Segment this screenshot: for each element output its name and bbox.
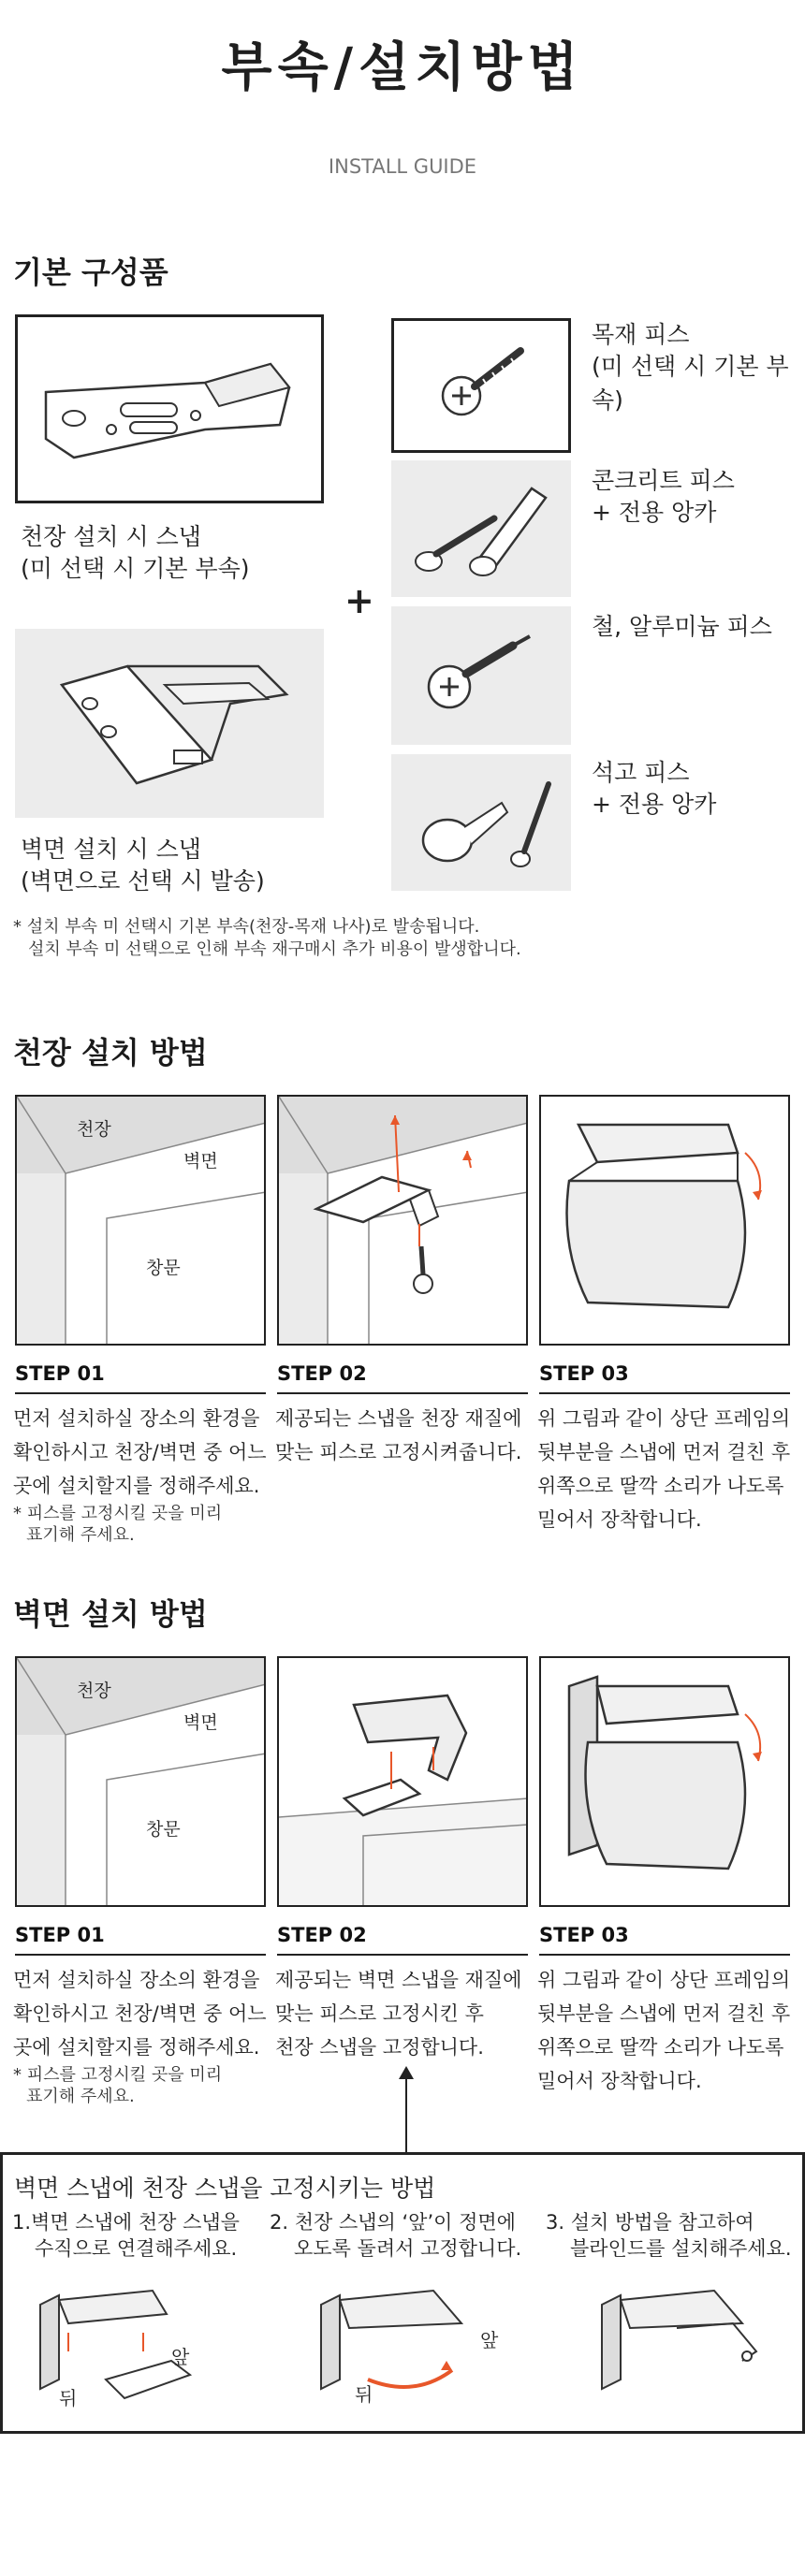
screw-3-label: 철, 알루미늄 피스 [592, 613, 772, 640]
wall-step3-panel [539, 1656, 790, 1907]
page-subtitle: INSTALL GUIDE [328, 155, 477, 178]
ceiling-label: 천장 [77, 1119, 111, 1140]
wall-step1-label: STEP 01 [15, 1924, 105, 1946]
front-label-1: 앞 [171, 2346, 190, 2368]
ceiling-step3-panel [539, 1095, 790, 1346]
fix-illustration-2 [312, 2277, 499, 2417]
screw-4-sublabel: + 전용 앙카 [592, 791, 717, 818]
screw-4-label: 석고 피스 [592, 759, 690, 786]
wall-step2-label: STEP 02 [277, 1924, 367, 1946]
wall-step2-desc: 제공되는 벽면 스냅을 재질에 맞는 피스로 고정시킨 후 천장 스냅을 고정합니다. [275, 1969, 522, 2059]
ceiling-install-heading: 천장 설치 방법 [13, 1035, 208, 1070]
fix-item-3: 3. 설치 방법을 참고하여 블라인드를 설치해주세요. [546, 2211, 792, 2260]
back-label-2: 뒤 [355, 2383, 373, 2406]
wall-snap-sublabel: (벽면으로 선택 시 발송) [21, 867, 265, 895]
wall-step2-panel [277, 1656, 528, 1907]
ceiling-step2-label: STEP 02 [277, 1362, 367, 1385]
wall-install-heading: 벽면 설치 방법 [13, 1596, 208, 1632]
gypsum-screw-image [391, 754, 571, 891]
wall-step3-label: STEP 03 [539, 1924, 629, 1946]
screw-1-sublabel: (미 선택 시 기본 부속) [592, 353, 789, 414]
fix-method-box [0, 2152, 805, 2434]
wall-step3-desc: 위 그림과 같이 상단 프레임의 뒷부분을 스냅에 먼저 걸친 후 위쪽으로 딸깍 소리가 나도록 밀어서 장착합니다. [537, 1969, 791, 2092]
ceiling-label: 천장 [77, 1681, 111, 1701]
fix-item-1: 1.벽면 스냅에 천장 스냅을 수직으로 연결해주세요. [12, 2211, 240, 2260]
ceiling-step1-panel [15, 1095, 266, 1346]
screw-2-sublabel: + 전용 앙카 [592, 499, 717, 526]
concrete-screw-image [391, 460, 571, 597]
ceiling-step2-desc: 제공되는 스냅을 천장 재질에 맞는 피스로 고정시켜줍니다. [275, 1407, 522, 1463]
fix-illustration-3 [593, 2277, 780, 2417]
metal-screw-image [391, 606, 571, 745]
wall-step2-rule [277, 1954, 528, 1956]
fix-method-title: 벽면 스냅에 천장 스냅을 고정시키는 방법 [14, 2175, 436, 2202]
ceiling-step2-rule [277, 1392, 528, 1394]
wall-step3-rule [539, 1954, 790, 1956]
up-arrow-icon [397, 2066, 416, 2154]
plus-sign: + [344, 580, 374, 621]
back-label-1: 뒤 [59, 2387, 78, 2409]
components-note-2: 설치 부속 미 선택으로 인해 부속 재구매시 추가 비용이 발생합니다. [28, 939, 521, 959]
window-label: 창문 [146, 1819, 181, 1840]
components-note-1: * 설치 부속 미 선택시 기본 부속(천장-목재 나사)로 발송됩니다. [13, 917, 480, 937]
wall-snap-label: 벽면 설치 시 스냅 [21, 836, 201, 863]
fix-item-2: 2. 천장 스냅의 ‘앞’이 정면에 오도록 돌려서 고정합니다. [270, 2211, 522, 2260]
wood-screw-image [391, 318, 571, 453]
wall-step1-desc: 먼저 설치하실 장소의 환경을 확인하시고 천장/벽면 중 어느 곳에 설치할지를 정해주세요. * 피스를 고정시킬 곳을 미리 표기해 주세요. [13, 1969, 267, 2106]
components-heading: 기본 구성품 [13, 255, 168, 290]
ceiling-step3-rule [539, 1392, 790, 1394]
screw-1-label: 목재 피스 [592, 321, 690, 348]
ceiling-step1-desc: 먼저 설치하실 장소의 환경을 확인하시고 천장/벽면 중 어느 곳에 설치할지를 정해주세요. * 피스를 고정시킬 곳을 미리 표기해 주세요. [13, 1407, 267, 1545]
page-title: 부속/설치방법 [221, 37, 584, 98]
ceiling-step3-label: STEP 03 [539, 1362, 629, 1385]
wall-step1-rule [15, 1954, 266, 1956]
wall-label: 벽면 [183, 1151, 218, 1172]
ceiling-step3-desc: 위 그림과 같이 상단 프레임의 뒷부분을 스냅에 먼저 걸친 후 위쪽으로 딸깍 소리가 나도록 밀어서 장착합니다. [537, 1407, 791, 1531]
wall-snap-image [15, 629, 324, 818]
ceiling-snap-sublabel: (미 선택 시 기본 부속) [21, 555, 250, 582]
wall-label: 벽면 [183, 1712, 218, 1733]
front-label-2: 앞 [480, 2329, 499, 2351]
ceiling-snap-label: 천장 설치 시 스냅 [21, 523, 201, 550]
window-label: 창문 [146, 1258, 181, 1278]
ceiling-snap-image [15, 314, 324, 503]
ceiling-step1-label: STEP 01 [15, 1362, 105, 1385]
ceiling-step1-rule [15, 1392, 266, 1394]
wall-step1-panel [15, 1656, 266, 1907]
ceiling-step2-panel [277, 1095, 528, 1346]
screw-2-label: 콘크리트 피스 [592, 467, 735, 494]
